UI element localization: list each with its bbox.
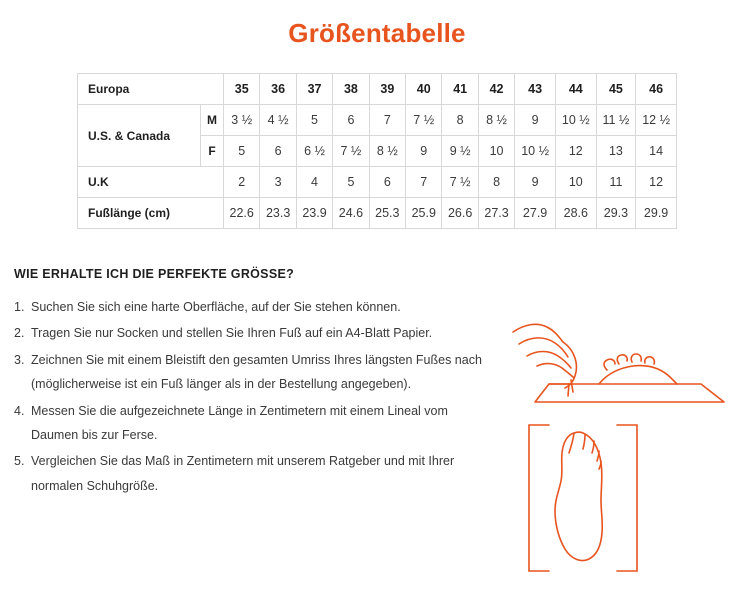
table-row — [78, 198, 677, 229]
guide-heading: WIE ERHALTE ICH DIE PERFEKTE GRÖSSE? — [14, 267, 295, 281]
guide-step-number: 4. — [14, 403, 25, 418]
guide-step-text: Suchen Sie sich eine harte Oberfläche, auf der Sie stehen können. — [31, 300, 401, 314]
table-row — [78, 105, 677, 136]
hand-tracing-foot-illustration — [511, 318, 726, 413]
table-cell: 2 — [224, 167, 260, 198]
table-cell: 4 — [296, 167, 332, 198]
table-cell: 29.3 — [596, 198, 636, 229]
table-cell: 28.6 — [555, 198, 596, 229]
table-cell: 11 ½ — [596, 105, 636, 136]
table-cell: 8 ½ — [369, 136, 405, 167]
table-cell-eu-size: 39 — [369, 74, 405, 105]
guide-step-number: 1. — [14, 300, 25, 314]
guide-step-number: 3. — [14, 352, 25, 367]
table-cell: 11 — [596, 167, 636, 198]
table-cell: 10 — [555, 167, 596, 198]
table-cell: 13 — [596, 136, 636, 167]
guide-step — [14, 295, 484, 319]
guide-step-text: Vergleichen Sie das Maß in Zentimetern mit unserem Ratgeber und mit Ihrer normalen Schuhgröße. — [31, 454, 455, 493]
table-row-label: U.K — [78, 167, 224, 198]
table-cell-eu-size: 41 — [442, 74, 478, 105]
table-cell: 3 — [260, 167, 296, 198]
table-cell: 6 — [333, 105, 369, 136]
guide-step — [14, 321, 484, 345]
table-cell: 9 — [406, 136, 442, 167]
table-cell: 25.9 — [406, 198, 442, 229]
table-cell: 5 — [296, 105, 332, 136]
table-cell: 8 — [478, 167, 514, 198]
table-cell: 25.3 — [369, 198, 405, 229]
table-cell: 24.6 — [333, 198, 369, 229]
table-cell: 10 ½ — [555, 105, 596, 136]
guide-step — [14, 449, 484, 498]
table-cell: 9 ½ — [442, 136, 478, 167]
table-cell: 7 — [369, 105, 405, 136]
table-cell-eu-size: 40 — [406, 74, 442, 105]
guide-step-number: 5. — [14, 454, 25, 469]
table-cell: 6 — [369, 167, 405, 198]
table-cell: 14 — [636, 136, 677, 167]
table-cell: 7 ½ — [442, 167, 478, 198]
guide-step-text: Zeichnen Sie mit einem Bleistift den gesamten Umriss Ihres längsten Fußes nach (möglicherweise ist ein Fuß länger als in der Bestellung angegeben). — [31, 352, 482, 392]
table-cell: 22.6 — [224, 198, 260, 229]
table-cell-eu-size: 37 — [296, 74, 332, 105]
table-cell-eu-size: 42 — [478, 74, 514, 105]
table-cell: 27.9 — [515, 198, 556, 229]
table-cell-eu-size: 43 — [515, 74, 556, 105]
table-row-label: Fußlänge (cm) — [78, 198, 224, 229]
table-cell: 27.3 — [478, 198, 514, 229]
table-cell: 6 — [260, 136, 296, 167]
table-row-label: U.S. & Canada — [78, 105, 201, 167]
table-cell: 23.9 — [296, 198, 332, 229]
table-cell: 7 ½ — [333, 136, 369, 167]
table-header-europa: Europa — [78, 74, 224, 105]
table-cell: 5 — [333, 167, 369, 198]
table-cell: 10 ½ — [515, 136, 556, 167]
table-cell: 3 ½ — [224, 105, 260, 136]
guide-step-number: 2. — [14, 326, 25, 341]
size-table-wrap — [77, 73, 677, 229]
table-cell: 8 ½ — [478, 105, 514, 136]
table-cell: 26.6 — [442, 198, 478, 229]
table-cell: 8 — [442, 105, 478, 136]
table-cell: 12 ½ — [636, 105, 677, 136]
guide-step-text: Messen Sie die aufgezeichnete Länge in Zentimetern mit einem Lineal vom Daumen bis zur Ferse. — [31, 403, 448, 442]
guide-step — [14, 399, 484, 448]
size-table — [77, 73, 677, 229]
foot-outline-on-paper-illustration — [511, 423, 726, 578]
table-cell: 29.9 — [636, 198, 677, 229]
table-cell-eu-size: 45 — [596, 74, 636, 105]
illustrations — [511, 318, 726, 588]
table-cell: 12 — [636, 167, 677, 198]
table-cell: 5 — [224, 136, 260, 167]
table-row-sublabel: M — [201, 105, 224, 136]
table-cell: 12 — [555, 136, 596, 167]
table-cell-eu-size: 44 — [555, 74, 596, 105]
table-cell-eu-size: 35 — [224, 74, 260, 105]
table-cell: 9 — [515, 167, 556, 198]
guide-step-text: Tragen Sie nur Socken und stellen Sie Ihren Fuß auf ein A4-Blatt Papier. — [31, 326, 433, 341]
table-cell: 10 — [478, 136, 514, 167]
table-cell-eu-size: 36 — [260, 74, 296, 105]
table-cell-eu-size: 38 — [333, 74, 369, 105]
table-cell-eu-size: 46 — [636, 74, 677, 105]
table-cell: 7 ½ — [406, 105, 442, 136]
table-cell: 23.3 — [260, 198, 296, 229]
guide-step — [14, 348, 484, 397]
table-cell: 9 — [515, 105, 556, 136]
table-cell: 7 — [406, 167, 442, 198]
table-row — [78, 167, 677, 198]
table-row-header — [78, 74, 677, 105]
guide-steps — [14, 295, 484, 498]
page-title: Größentabelle — [288, 18, 466, 48]
table-cell: 4 ½ — [260, 105, 296, 136]
table-cell: 6 ½ — [296, 136, 332, 167]
table-row-sublabel: F — [201, 136, 224, 167]
